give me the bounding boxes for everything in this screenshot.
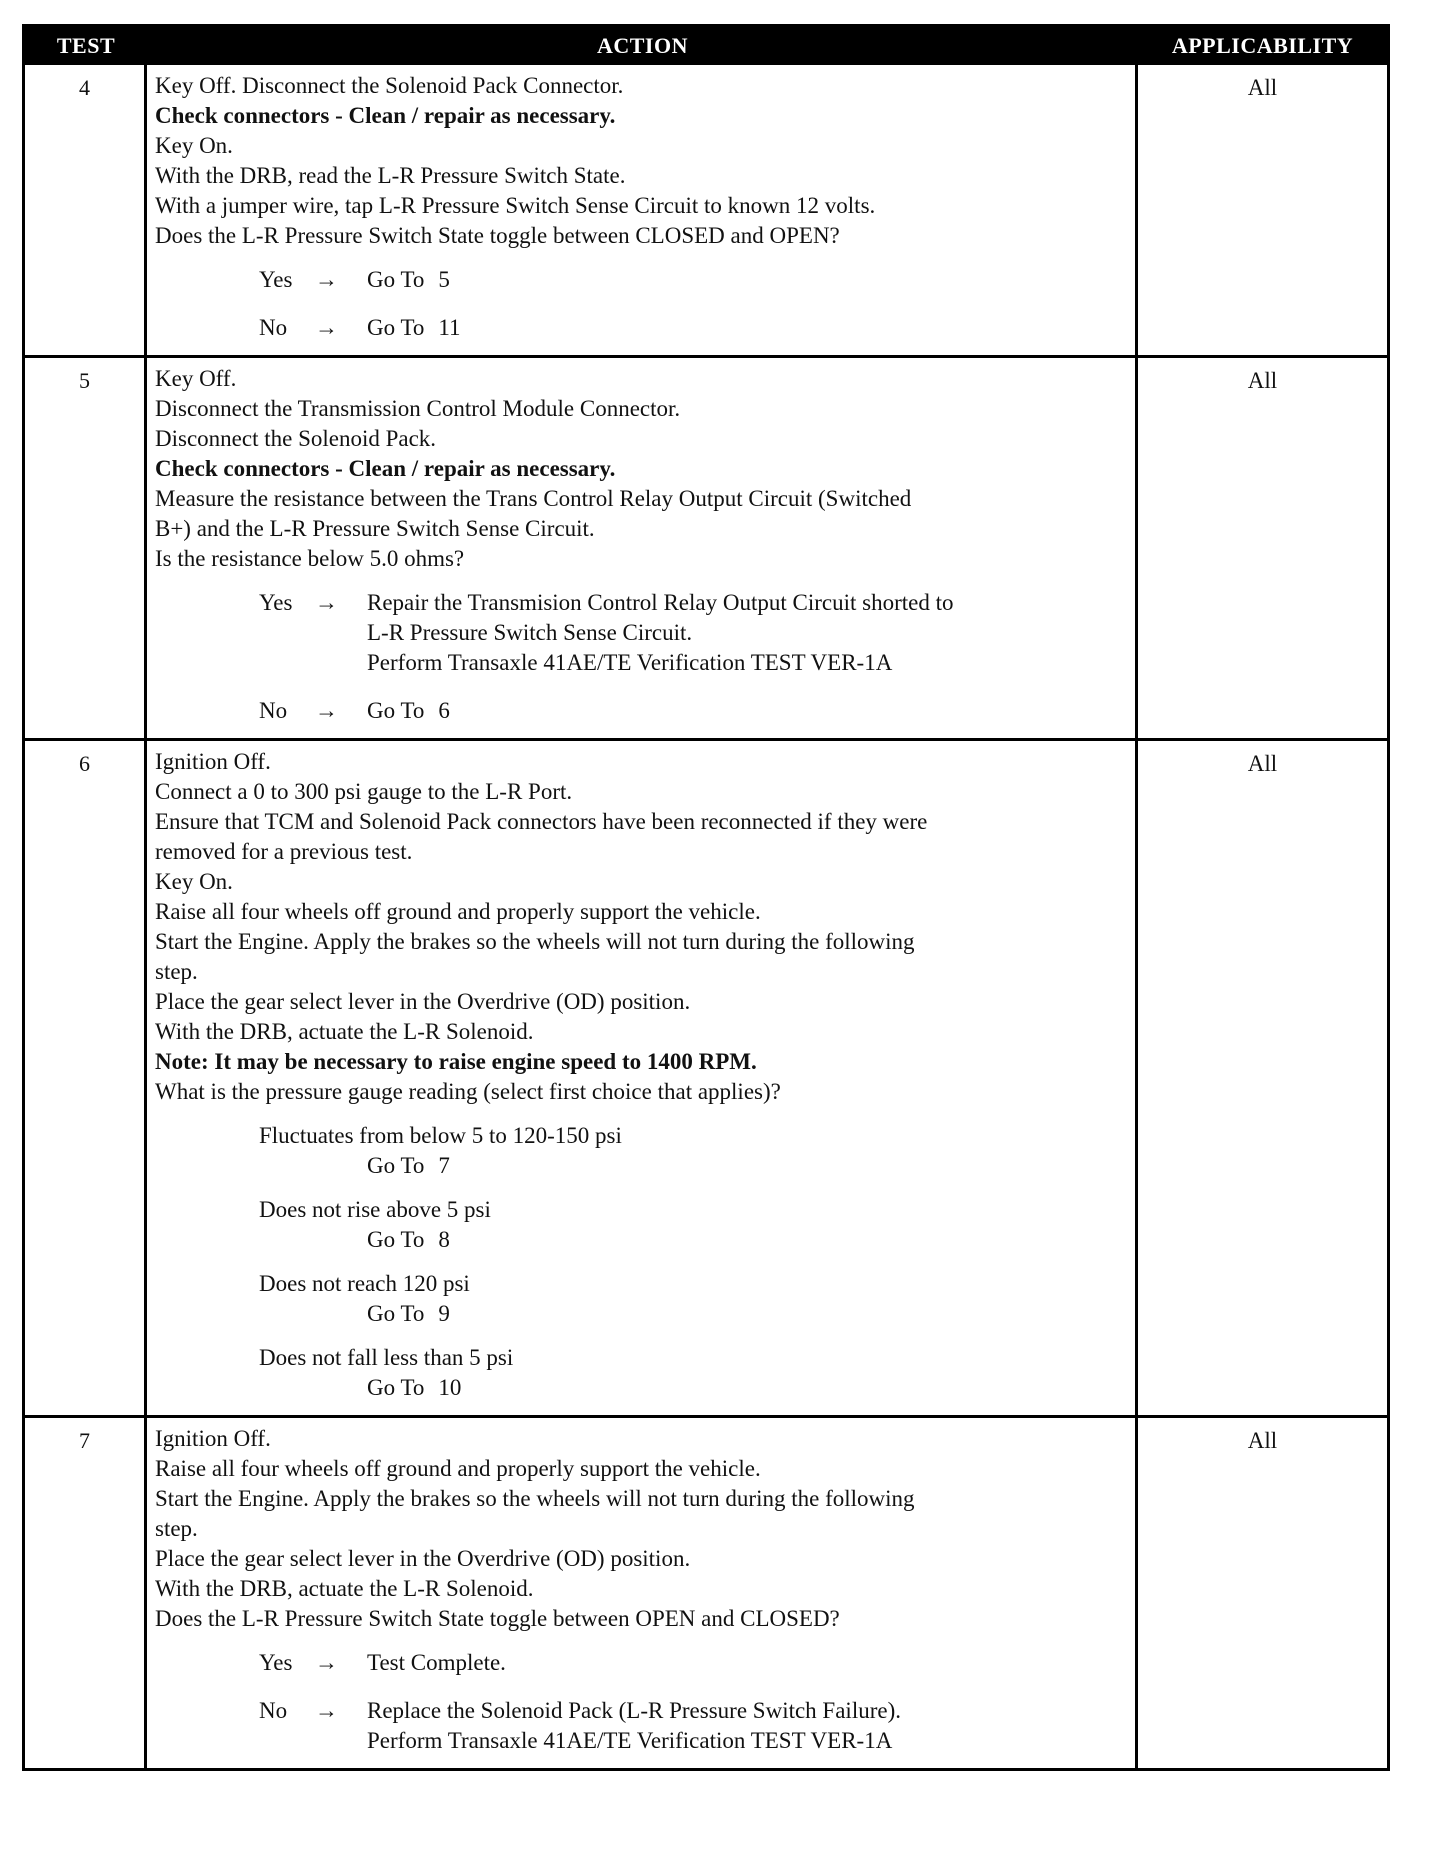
goto-test-number: 9	[438, 1301, 450, 1326]
goto-test-number: 6	[438, 698, 450, 723]
action-cell	[147, 741, 1138, 1415]
outcome-text-line: Replace the Solenoid Pack (L-R Pressure Switch Failure).	[367, 1698, 901, 1723]
outcome-text-line: Test Complete.	[367, 1650, 506, 1675]
outcome-text-line: L-R Pressure Switch Sense Circuit.	[367, 620, 693, 645]
action-line: With a jumper wire, tap L-R Pressure Switch Sense Circuit to known 12 volts.	[155, 193, 876, 218]
choice-condition: Does not rise above 5 psi	[259, 1197, 491, 1222]
diagnostic-table	[22, 24, 1390, 1771]
outcome-yes	[259, 588, 1127, 678]
goto-label: Go To	[367, 1153, 425, 1178]
action-line: Start the Engine. Apply the brakes so the wheels will not turn during the following	[155, 1486, 915, 1511]
goto-reference	[259, 1299, 1127, 1329]
test-number: 4	[25, 65, 147, 355]
table-header	[25, 27, 1387, 65]
outcome-no	[259, 313, 1127, 343]
choice-item	[259, 1195, 1127, 1255]
test-number: 6	[25, 741, 147, 1415]
test-number: 5	[25, 358, 147, 738]
action-line: step.	[155, 959, 198, 984]
outcome-result	[367, 588, 1127, 678]
goto-reference	[367, 265, 450, 295]
choice-condition: Fluctuates from below 5 to 120-150 psi	[259, 1123, 622, 1148]
test-number: 7	[25, 1418, 147, 1768]
outcome-label: No	[259, 698, 288, 723]
action-line: Connect a 0 to 300 psi gauge to the L-R Port.	[155, 779, 573, 804]
arrow-right-icon: →	[315, 267, 338, 292]
goto-test-number: 8	[438, 1227, 450, 1252]
action-line: Place the gear select lever in the Overdrive (OD) position.	[155, 1546, 691, 1571]
outcome-result	[367, 1696, 1127, 1756]
outcome-text-line: Perform Transaxle 41AE/TE Verification TEST VER-1A	[367, 1728, 893, 1753]
goto-label: Go To	[367, 267, 425, 292]
header-action: ACTION	[596, 33, 688, 58]
goto-label: Go To	[367, 315, 425, 340]
choice-item	[259, 1121, 1127, 1181]
goto-label: Go To	[367, 1301, 425, 1326]
arrow-right-icon: →	[315, 315, 338, 340]
arrow-right-icon: →	[315, 1698, 338, 1723]
header-test: TEST	[56, 33, 116, 58]
goto-reference	[259, 1151, 1127, 1181]
action-line: Does the L-R Pressure Switch State toggle between OPEN and CLOSED?	[155, 1606, 840, 1631]
arrow-right-icon: →	[315, 698, 338, 723]
arrow-right-icon: →	[315, 590, 338, 615]
choice-item	[259, 1269, 1127, 1329]
outcome-list	[155, 588, 1127, 726]
action-line: Place the gear select lever in the Overdrive (OD) position.	[155, 989, 691, 1014]
outcome-result	[367, 1648, 1127, 1678]
action-line: removed for a previous test.	[155, 839, 413, 864]
outcome-result	[367, 313, 1127, 343]
action-line: Ignition Off.	[155, 749, 271, 774]
action-cell	[147, 1418, 1138, 1768]
action-line: Measure the resistance between the Trans Control Relay Output Circuit (Switched	[155, 486, 912, 511]
goto-label: Go To	[367, 1227, 425, 1252]
goto-reference	[367, 696, 450, 726]
action-line: What is the pressure gauge reading (select first choice that applies)?	[155, 1079, 781, 1104]
action-note: Check connectors - Clean / repair as necessary.	[155, 456, 616, 481]
action-line: Key On.	[155, 133, 233, 158]
choice-list	[155, 1121, 1127, 1403]
goto-reference	[259, 1373, 1127, 1403]
outcome-yes	[259, 1648, 1127, 1678]
goto-reference	[259, 1225, 1127, 1255]
outcome-no	[259, 1696, 1127, 1756]
action-line: Key Off.	[155, 366, 237, 391]
outcome-label: No	[259, 315, 288, 340]
outcome-text-line: Perform Transaxle 41AE/TE Verification TEST VER-1A	[367, 650, 893, 675]
table-row	[25, 65, 1387, 355]
action-line: Key Off. Disconnect the Solenoid Pack Connector.	[155, 73, 624, 98]
table-row	[25, 738, 1387, 1415]
action-note: Check connectors - Clean / repair as necessary.	[155, 103, 616, 128]
outcome-list	[155, 1648, 1127, 1756]
choice-condition: Does not fall less than 5 psi	[259, 1345, 514, 1370]
goto-label: Go To	[367, 698, 425, 723]
outcome-label: Yes	[259, 590, 293, 615]
action-line: Disconnect the Transmission Control Module Connector.	[155, 396, 681, 421]
action-line: Disconnect the Solenoid Pack.	[155, 426, 437, 451]
header-applicability: APPLICABILITY	[1171, 33, 1354, 58]
outcome-label: No	[259, 1698, 288, 1723]
action-line: Is the resistance below 5.0 ohms?	[155, 546, 465, 571]
outcome-yes	[259, 265, 1127, 295]
goto-label: Go To	[367, 1375, 425, 1400]
action-line: step.	[155, 1516, 198, 1541]
action-cell	[147, 358, 1138, 738]
goto-test-number: 7	[438, 1153, 450, 1178]
outcome-label: Yes	[259, 267, 293, 292]
choice-condition: Does not reach 120 psi	[259, 1271, 470, 1296]
action-line: With the DRB, actuate the L-R Solenoid.	[155, 1576, 534, 1601]
action-note: Note: It may be necessary to raise engine speed to 1400 RPM.	[155, 1049, 757, 1074]
table-row	[25, 355, 1387, 738]
table-row	[25, 1415, 1387, 1768]
arrow-right-icon: →	[315, 1650, 338, 1675]
action-line: Raise all four wheels off ground and properly support the vehicle.	[155, 899, 761, 924]
action-line: B+) and the L-R Pressure Switch Sense Circuit.	[155, 516, 595, 541]
action-line: Start the Engine. Apply the brakes so the wheels will not turn during the following	[155, 929, 915, 954]
goto-test-number: 11	[438, 315, 461, 340]
action-line: Ignition Off.	[155, 1426, 271, 1451]
outcome-no	[259, 696, 1127, 726]
action-line: Raise all four wheels off ground and properly support the vehicle.	[155, 1456, 761, 1481]
choice-item	[259, 1343, 1127, 1403]
applicability-value: All	[1247, 75, 1278, 100]
action-line: Ensure that TCM and Solenoid Pack connectors have been reconnected if they were	[155, 809, 928, 834]
applicability-value: All	[1247, 751, 1278, 776]
applicability-value: All	[1247, 368, 1278, 393]
outcome-label: Yes	[259, 1650, 293, 1675]
action-line: Does the L-R Pressure Switch State toggle between CLOSED and OPEN?	[155, 223, 840, 248]
outcome-result	[367, 265, 1127, 295]
outcome-list	[155, 265, 1127, 343]
applicability-value: All	[1247, 1428, 1278, 1453]
table-body	[25, 65, 1387, 1768]
goto-test-number: 5	[438, 267, 450, 292]
goto-test-number: 10	[438, 1375, 462, 1400]
action-line: With the DRB, read the L-R Pressure Switch State.	[155, 163, 626, 188]
outcome-text-line: Repair the Transmision Control Relay Output Circuit shorted to	[367, 590, 954, 615]
action-cell	[147, 65, 1138, 355]
action-line: Key On.	[155, 869, 233, 894]
action-line: With the DRB, actuate the L-R Solenoid.	[155, 1019, 534, 1044]
goto-reference	[367, 313, 461, 343]
outcome-result	[367, 696, 1127, 726]
